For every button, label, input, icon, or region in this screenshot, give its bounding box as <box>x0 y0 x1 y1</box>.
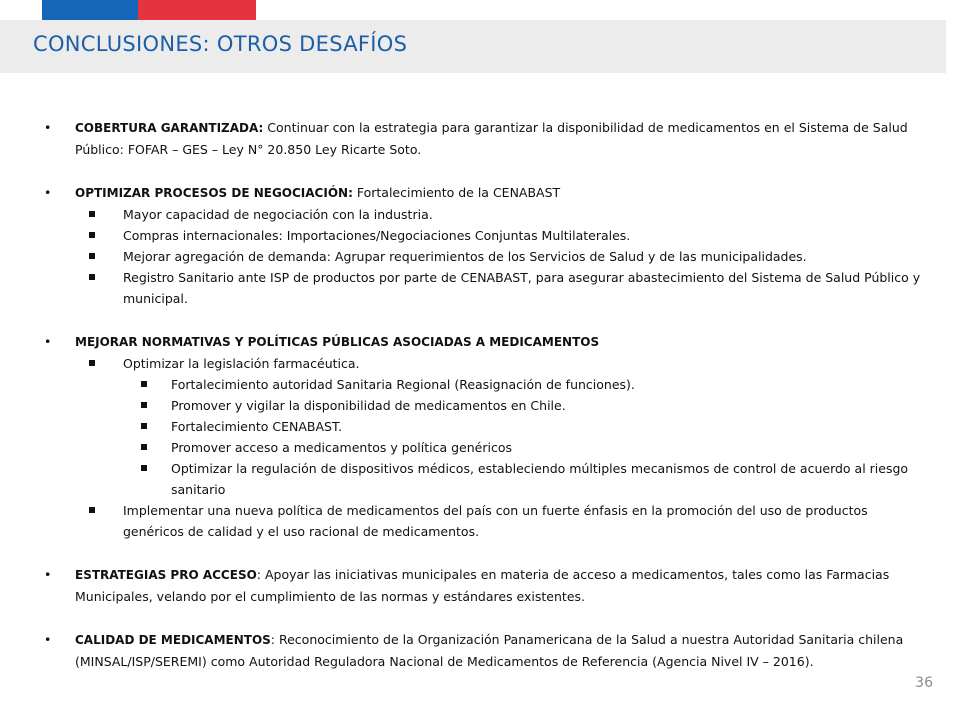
flag-stripe-blue <box>42 0 138 20</box>
square-bullet <box>89 232 95 238</box>
bullet-cobertura <box>44 117 922 160</box>
sub-item <box>75 353 922 374</box>
sub-item-text: Mejorar agregación de demanda: Agrupar requerimientos de los Servicios de Salud y de las municipalidades. <box>123 249 807 264</box>
page-number: 36 <box>915 675 933 691</box>
sub-item <box>75 225 922 246</box>
subsub-item-text: Fortalecimiento autoridad Sanitaria Regional (Reasignación de funciones). <box>171 377 635 392</box>
square-bullet <box>89 253 95 259</box>
subsub-item-text: Fortalecimiento CENABAST. <box>171 419 343 434</box>
square-bullet <box>141 402 147 408</box>
heading-optimizar: OPTIMIZAR PROCESOS DE NEGOCIACIÓN: <box>75 186 353 200</box>
subsub-item-text: Promover y vigilar la disponibilidad de medicamentos en Chile. <box>171 398 566 413</box>
flag-stripe-red <box>138 0 256 20</box>
text-optimizar: Fortalecimiento de la CENABAST <box>352 185 561 200</box>
square-bullet <box>89 211 95 217</box>
sub-item-text: Compras internacionales: Importaciones/Negociaciones Conjuntas Multilaterales. <box>123 228 631 243</box>
heading-estrategias: ESTRATEGIAS PRO ACCESO <box>75 568 257 582</box>
subsub-item <box>75 395 922 416</box>
sub-item-text: Optimizar la legislación farmacéutica. <box>123 356 360 371</box>
bullet-optimizar <box>44 182 922 204</box>
text-calidad: : Reconocimiento de la Organización Panamericana de la Salud a nuestra Autoridad Sanitaria chilena (MINSAL/ISP/SEREMI) como Autoridad Reguladora Nacional de Medicamentos de Referencia (Agencia Nivel IV – 2016). <box>75 632 904 669</box>
square-bullet <box>89 274 95 280</box>
square-bullet <box>89 360 95 366</box>
sub-item <box>75 500 922 542</box>
sub-item <box>75 246 922 267</box>
sub-item-text: Registro Sanitario ante ISP de productos por parte de CENABAST, para asegurar abastecimiento del Sistema de Salud Público y municipal. <box>123 270 921 306</box>
content-area <box>44 117 922 672</box>
heading-calidad: CALIDAD DE MEDICAMENTOS <box>75 633 271 647</box>
subsub-item-text: Promover acceso a medicamentos y política genéricos <box>171 440 513 455</box>
subsub-item <box>75 374 922 395</box>
bullet-calidad <box>44 629 922 672</box>
bullet-dot: • <box>44 567 52 582</box>
subsub-item <box>75 437 922 458</box>
bullet-mejorar <box>44 331 922 353</box>
square-bullet <box>89 507 95 513</box>
sub-item-text: Mayor capacidad de negociación con la industria. <box>123 207 433 222</box>
square-bullet <box>141 465 147 471</box>
bullet-dot: • <box>44 632 52 647</box>
text-estrategias: : Apoyar las iniciativas municipales en materia de acceso a medicamentos, tales como las Farmacias Municipales, velando por el cumplimiento de las normas y estándares existentes. <box>75 567 890 604</box>
bullet-dot: • <box>44 334 52 349</box>
subsub-item-text: Optimizar la regulación de dispositivos médicos, estableciendo múltiples mecanismos de control de acuerdo al riesgo sanitario <box>171 461 909 497</box>
text-cobertura: Continuar con la estrategia para garantizar la disponibilidad de medicamentos en el Sistema de Salud Público: FOFAR – GES – Ley N° 20.850 Ley Ricarte Soto. <box>75 120 908 157</box>
subsub-item <box>75 458 922 500</box>
square-bullet <box>141 423 147 429</box>
square-bullet <box>141 381 147 387</box>
heading-mejorar: MEJORAR NORMATIVAS Y POLÍTICAS PÚBLICAS ASOCIADAS A MEDICAMENTOS <box>75 335 600 349</box>
square-bullet <box>141 444 147 450</box>
bullet-dot: • <box>44 120 52 135</box>
sub-item-text: Implementar una nueva política de medicamentos del país con un fuerte énfasis en la promoción del uso de productos genéricos de calidad y el uso racional de medicamentos. <box>123 503 868 539</box>
sub-item <box>75 267 922 309</box>
bullet-dot: • <box>44 185 52 200</box>
page-title: CONCLUSIONES: OTROS DESAFÍOS <box>33 32 408 56</box>
bullet-estrategias <box>44 564 922 607</box>
heading-cobertura: COBERTURA GARANTIZADA: <box>75 121 264 135</box>
sub-item <box>75 204 922 225</box>
subsub-item <box>75 416 922 437</box>
